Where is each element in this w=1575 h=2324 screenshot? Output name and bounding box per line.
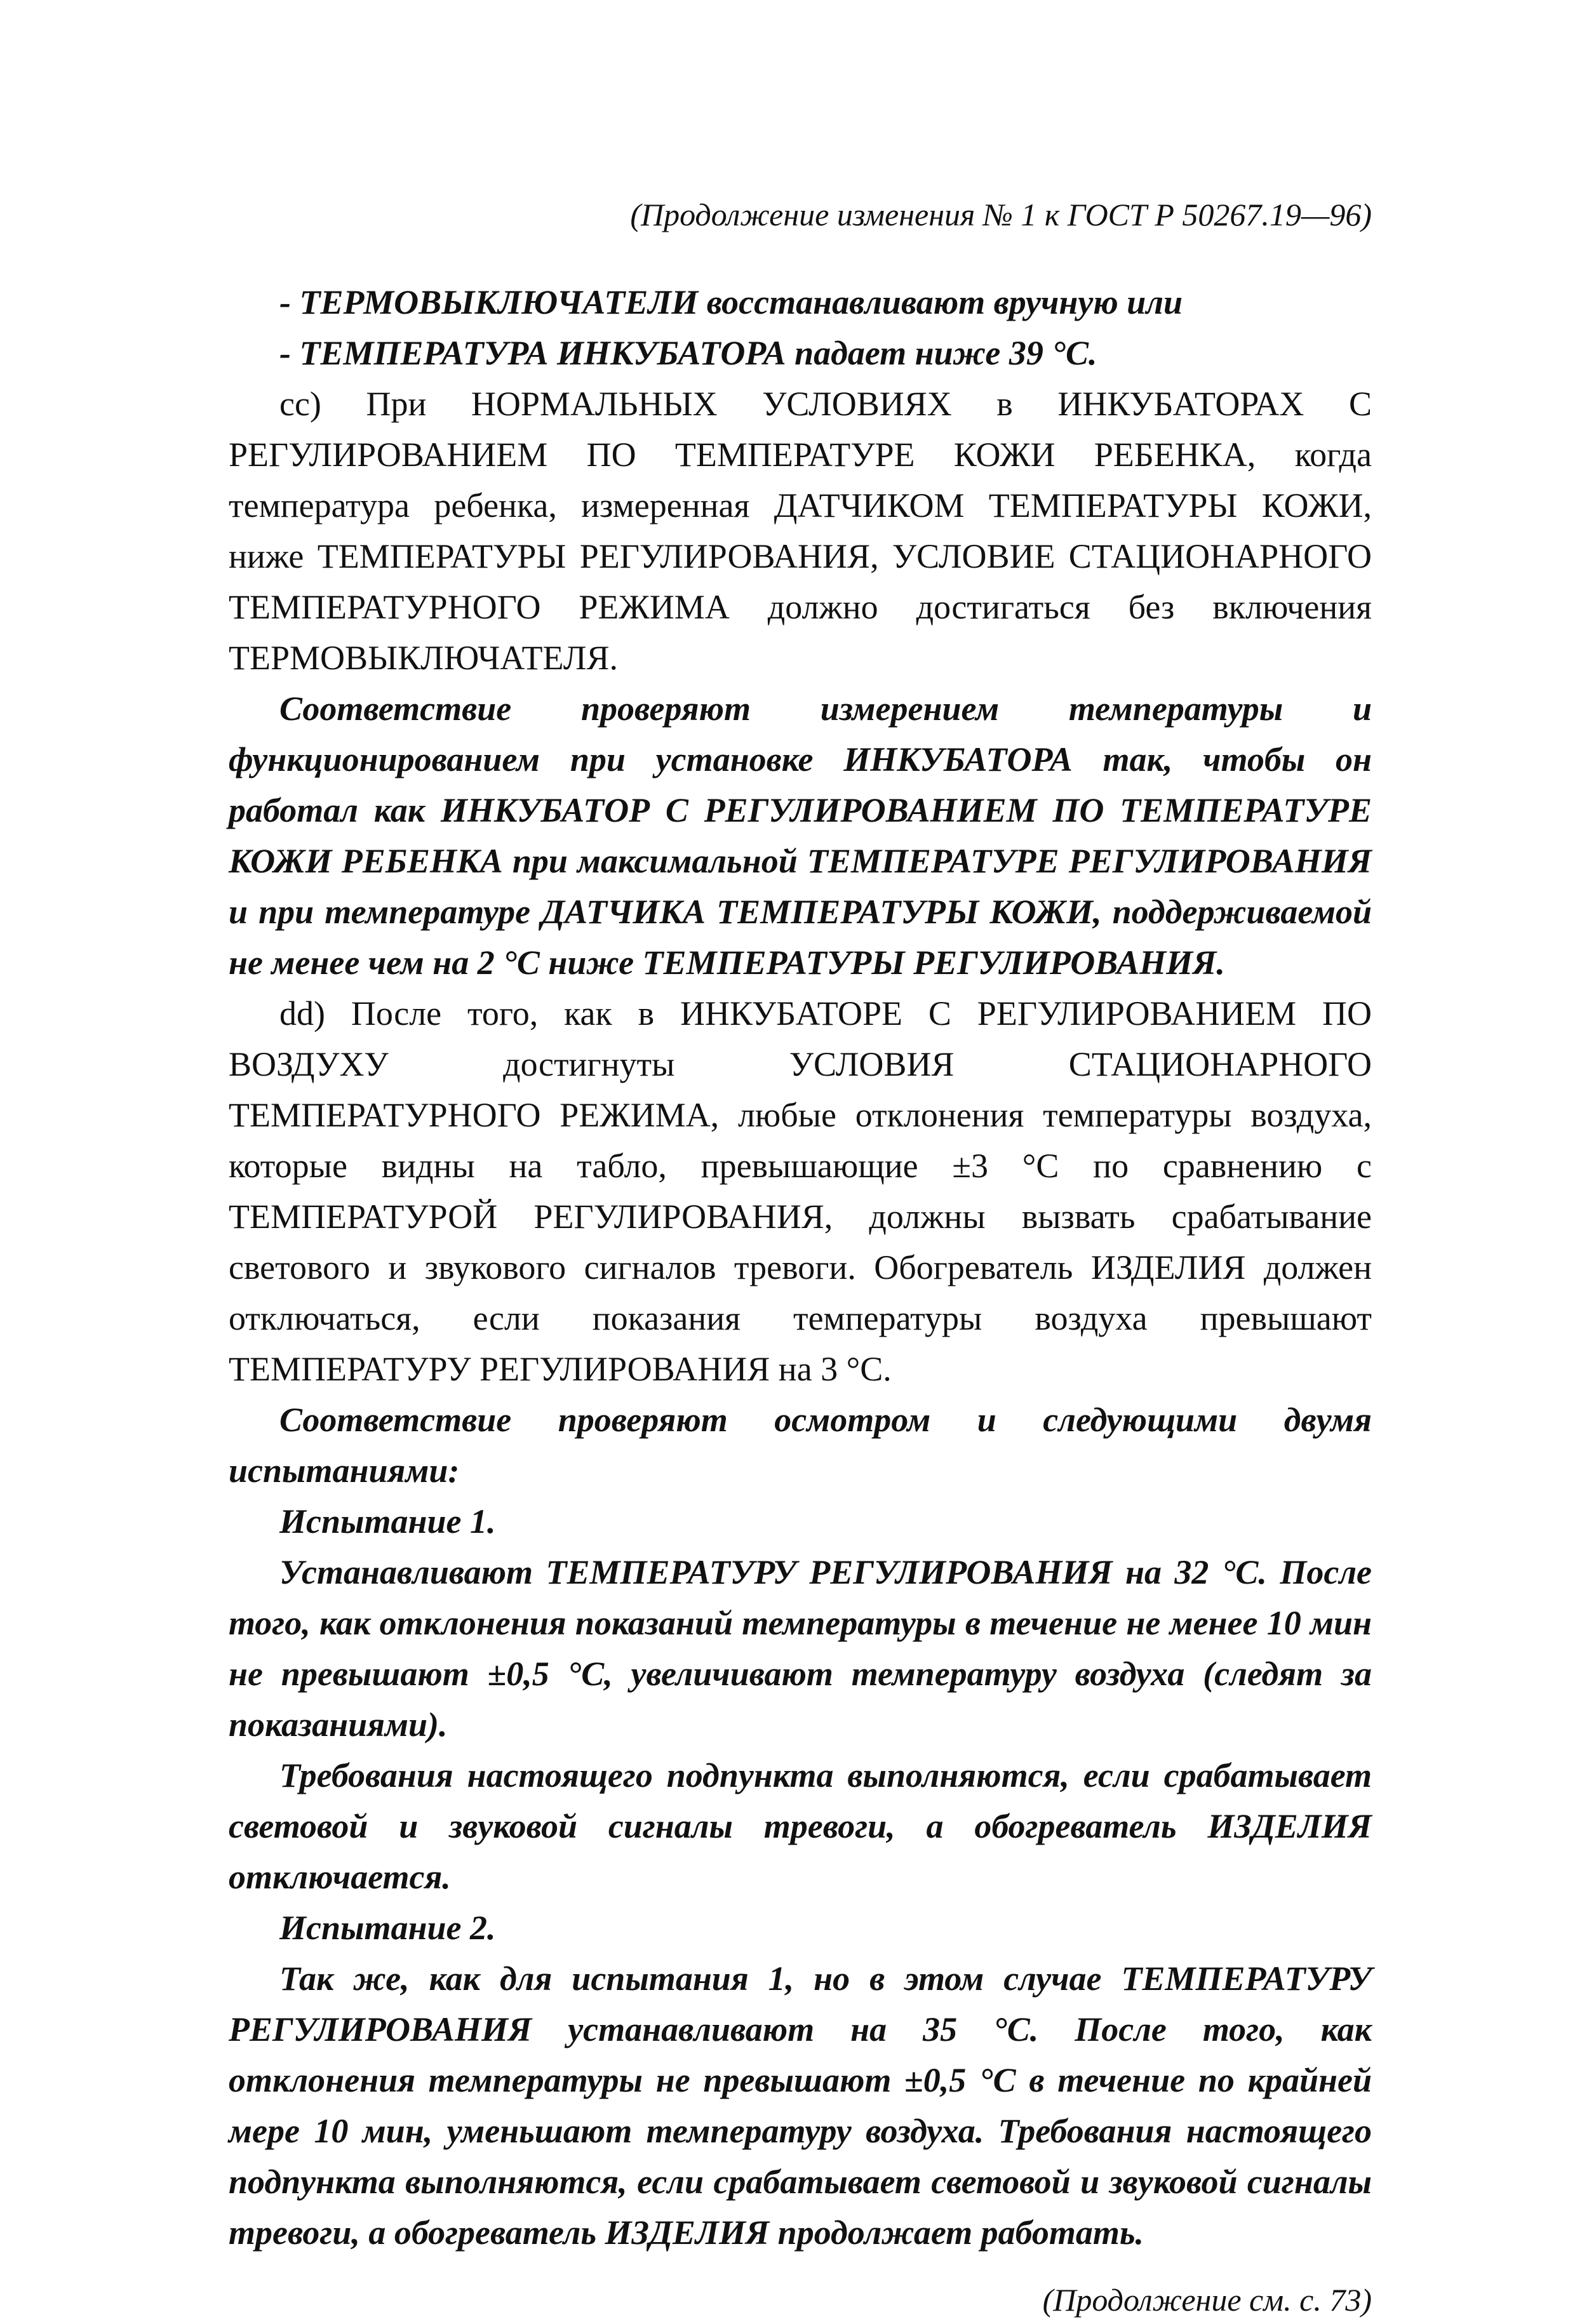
- page-footer: (Продолжение см. с. 73): [1042, 2282, 1372, 2318]
- paragraph-4: Соответствие проверяют измерением температуры и функционированием при установке ИНКУБАТОРА так, чтобы он работал как ИНКУБАТОР С РЕГУЛИРОВАНИЕМ ПО ТЕМПЕРАТУРЕ КОЖИ РЕБЕНКА при максимальной ТЕМПЕРАТУРЕ РЕГУЛИРОВАНИЯ и при температуре ДАТЧИКА ТЕМПЕРАТУРЫ КОЖИ, поддерживаемой не менее чем на 2 °С ниже ТЕМПЕРАТУРЫ РЕГУЛИРОВАНИЯ.: [229, 690, 1372, 982]
- paragraph-10: Испытание 2.: [279, 1909, 496, 1947]
- paragraph-3: сс) При НОРМАЛЬНЫХ УСЛОВИЯХ в ИНКУБАТОРАХ С РЕГУЛИРОВАНИЕМ ПО ТЕМПЕРАТУРЕ КОЖИ РЕБЕНКА, когда температура ребенка, измеренная ДАТЧИКОМ ТЕМПЕРАТУРЫ КОЖИ, ниже ТЕМПЕРАТУРЫ РЕГУЛИРОВАНИЯ, УСЛОВИЕ СТАЦИОНАРНОГО ТЕМПЕРАТУРНОГО РЕЖИМА должно достигаться без включения ТЕРМОВЫКЛЮЧАТЕЛЯ.: [229, 385, 1372, 677]
- page-header: (Продолжение изменения № 1 к ГОСТ Р 50267.19—96): [630, 197, 1372, 232]
- paragraph-7: Испытание 1.: [279, 1502, 496, 1540]
- paragraph-5: dd) После того, как в ИНКУБАТОРЕ С РЕГУЛИРОВАНИЕМ ПО ВОЗДУХУ достигнуты УСЛОВИЯ СТАЦИОНАРНОГО ТЕМПЕРАТУРНОГО РЕЖИМА, любые отклонения температуры воздуха, которые видны на табло, превышающие ±3 °С по сравнению с ТЕМПЕРАТУРОЙ РЕГУЛИРОВАНИЯ, должны вызвать срабатывание светового и звукового сигналов тревоги. Обогреватель ИЗДЕЛИЯ должен отключаться, если показания температуры воздуха превышают ТЕМПЕРАТУРУ РЕГУЛИРОВАНИЯ на 3 °С.: [229, 994, 1372, 1388]
- paragraph-1: - ТЕРМОВЫКЛЮЧАТЕЛИ восстанавливают вручную или: [279, 283, 1183, 321]
- paragraph-8: Устанавливают ТЕМПЕРАТУРУ РЕГУЛИРОВАНИЯ на 32 °С. После того, как отклонения показаний температуры в течение не менее 10 мин не превышают ±0,5 °С, увеличивают температуру воздуха (следят за показаниями).: [229, 1553, 1372, 1744]
- paragraph-9: Требования настоящего подпункта выполняются, если срабатывает световой и звуковой сигналы тревоги, а обогреватель ИЗДЕЛИЯ отключается.: [229, 1756, 1372, 1896]
- paragraph-2: - ТЕМПЕРАТУРА ИНКУБАТОРА падает ниже 39 °С.: [279, 334, 1097, 372]
- paragraph-11: Так же, как для испытания 1, но в этом случае ТЕМПЕРАТУРУ РЕГУЛИРОВАНИЯ устанавливают на 35 °С. После того, как отклонения температуры не превышают ±0,5 °С в течение по крайней мере 10 мин, уменьшают температуру воздуха. Требования настоящего подпункта выполняются, если срабатывает световой и звуковой сигналы тревоги, а обогреватель ИЗДЕЛИЯ продолжает работать.: [229, 1960, 1372, 2252]
- paragraph-6: Соответствие проверяют осмотром и следующими двумя испытаниями:: [229, 1401, 1372, 1490]
- document-page: [229, 190, 1372, 2324]
